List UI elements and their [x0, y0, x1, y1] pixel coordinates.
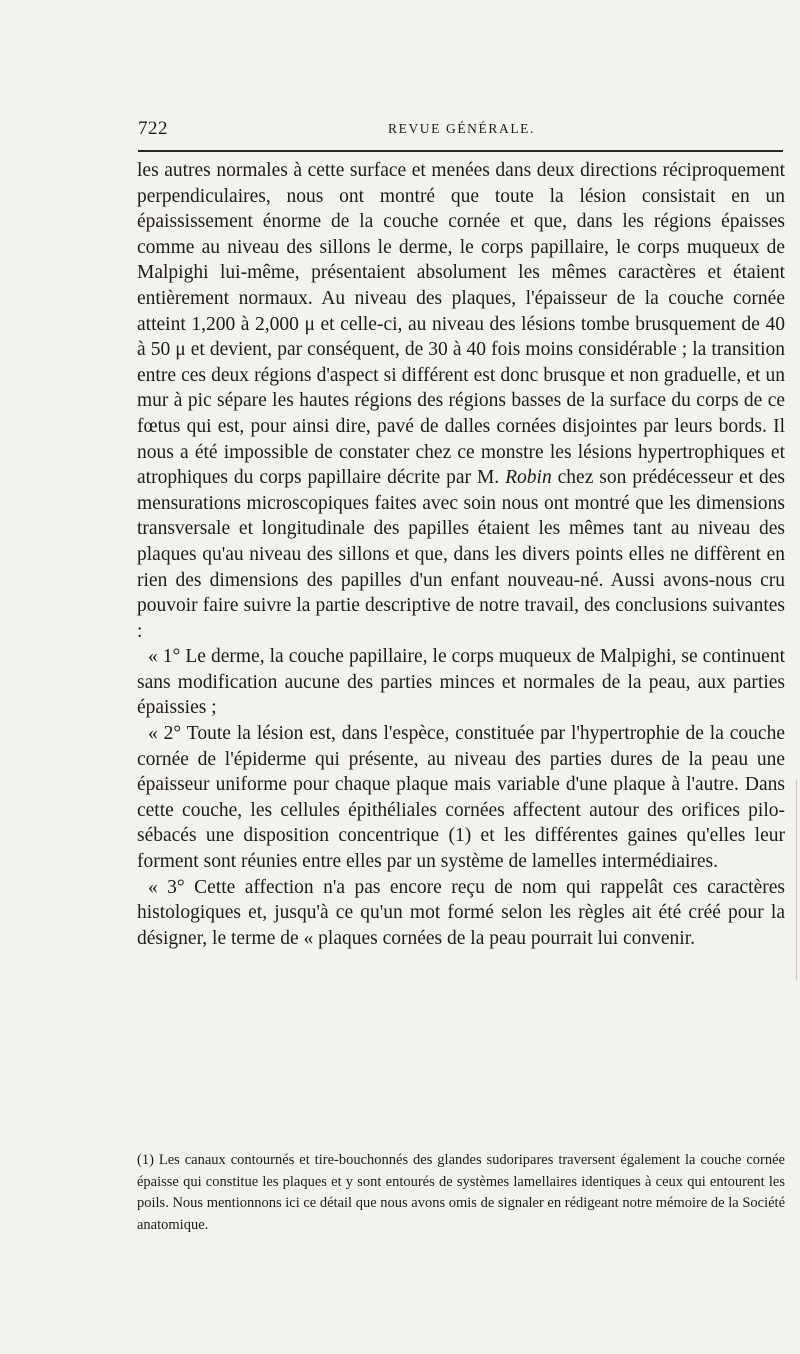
page-number: 722 [138, 118, 168, 139]
conclusion-2: « 2° Toute la lésion est, dans l'espèce, constituée par l'hypertrophie de la couche cornée de l'épiderme qui présente, au niveau des parties dures de la peau une épaisseur uniforme pour chaque plaque mais variable d'une plaque à l'autre. Dans cette couche, les cellules épithéliales cornées affectent autour des orifices pilo-sébacés une disposition concentrique (1) et les différentes gaines qu'elles leur forment sont réunies entre elles par un système de lamelles intermédiaires. [137, 723, 785, 873]
page-edge [796, 780, 797, 980]
running-head: REVUE GÉNÉRALE. [388, 121, 535, 136]
paragraph-text: les autres normales à cette surface et menées dans deux directions réciproquement perpendiculaires, nous ont montré que toute la lésion consistait en un épaississement énorme de la couche cornée et que, dans les régions épaisses comme au niveau des sillons le derme, le corps papillaire, le corps muqueux de Malpighi lui-même, présentaient absolument les mêmes caractères et étaient entièrement normaux. Au niveau des plaques, l'épaisseur de la couche cornée atteint 1,200 à 2,000 μ et celle-ci, au niveau des lésions tombe brusquement de 40 à 50 μ et devient, par conséquent, de 30 à 40 fois moins considérable ; la transition entre ces deux régions d'aspect si différent est donc brusque et non graduelle, et un mur à pic sépare les hautes régions des régions basses de la surface du corps de ce fœtus qui est, pour ainsi dire, pavé de dalles cornées disjointes par leurs bords. Il nous a été impossible de constater chez ce monstre les lésions hypertrophiques et atrophiques du corps papillaire décrite par M. [137, 160, 785, 489]
body-text [137, 158, 785, 951]
paragraph-text: chez son prédécesseur et des mensurations microscopiques faites avec soin nous ont montré que les dimensions transversale et longitudinale des papilles étaient les mêmes tant au niveau des plaques qu'au niveau des sillons et que, dans les divers points elles ne diffèrent en rien des dimensions des papilles d'un enfant nouveau-né. Aussi avons-nous cru pouvoir faire suivre la partie descriptive de notre travail, des conclusions suivantes : [137, 467, 785, 642]
conclusion-3: « 3° Cette affection n'a pas encore reçu de nom qui rappelât ces caractères histologiques et, jusqu'à ce qu'un mot formé selon les règles ait été créé pour la désigner, le terme de « plaques cornées de la peau pourrait lui convenir. [137, 876, 785, 949]
footnote-area [137, 1150, 785, 1236]
header-rule [138, 150, 783, 152]
conclusion-1: « 1° Le derme, la couche papillaire, le corps muqueux de Malpighi, se continuent sans modification aucune des parties minces et normales de la peau, aux parties épaissies ; [137, 646, 785, 719]
paragraph-continuation [137, 158, 785, 644]
author-name: Robin [505, 467, 552, 489]
page-header [138, 118, 783, 142]
footnote: (1) Les canaux contournés et tire-bouchonnés des glandes sudoripares traversent également la couche cornée épaisse qui constitue les plaques et y sont entourés de systèmes lamellaires identiques à ceux qui entourent les poils. Nous mentionnons ici ce détail que nous avons omis de signaler en rédigeant notre mémoire de la Société anatomique. [137, 1152, 785, 1233]
